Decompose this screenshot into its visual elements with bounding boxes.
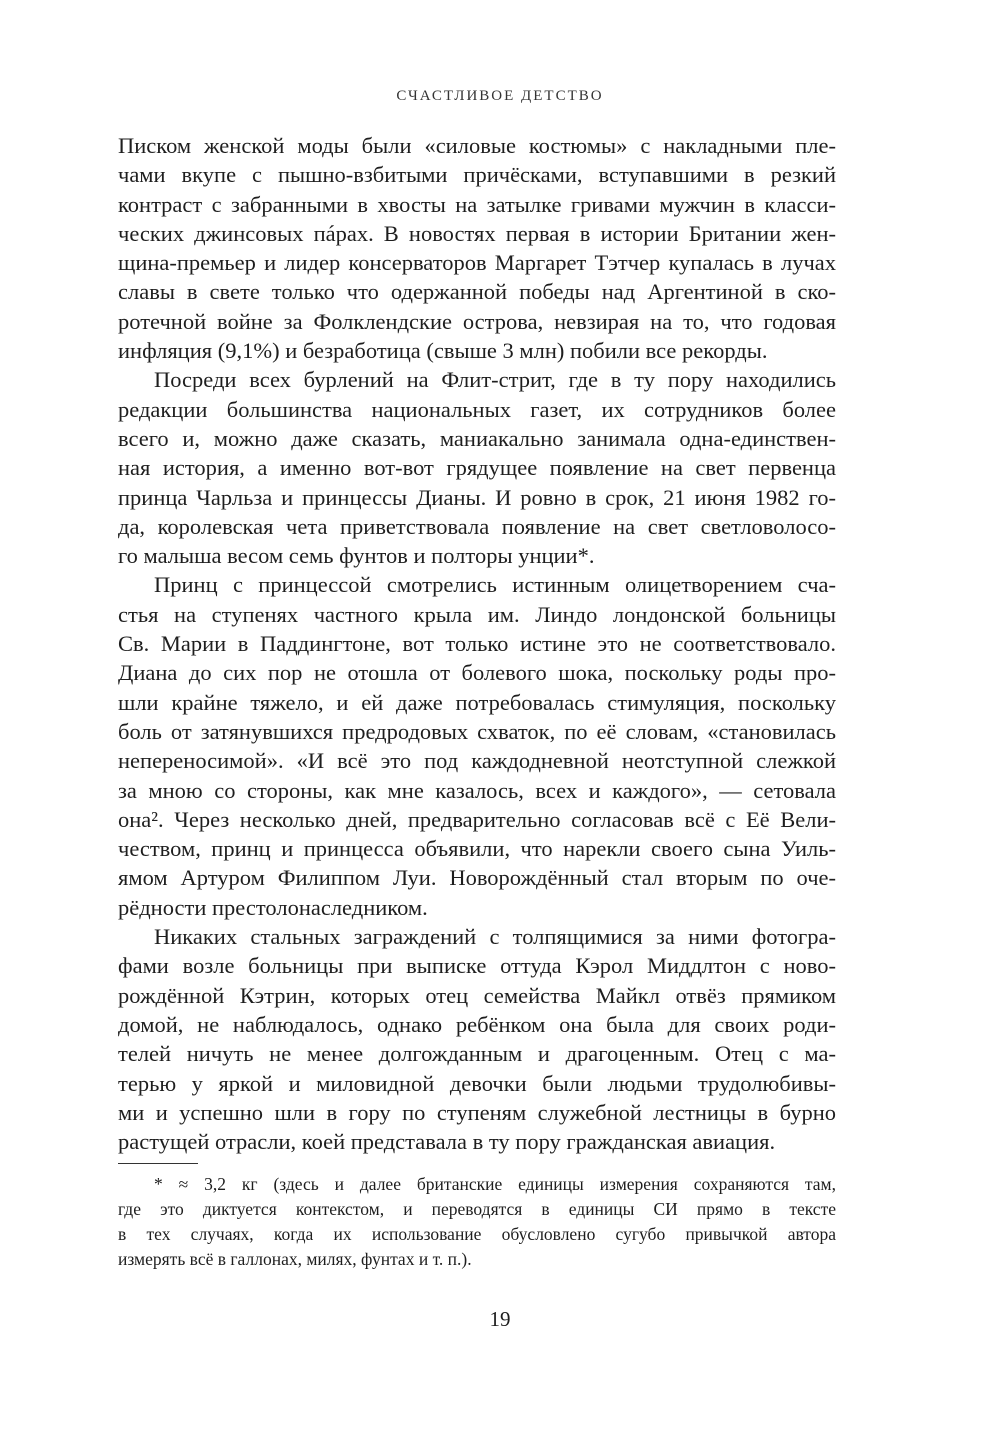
running-header: СЧАСТЛИВОЕ ДЕТСТВО — [396, 88, 604, 104]
paragraph — [118, 131, 836, 365]
footnote-line: в тех случаях, когда их использование обусловлено сугубо привычкой автора — [118, 1224, 836, 1244]
text-line: за мною со стороны, как мне казалось, всех и каждого», — сетовала — [118, 777, 836, 803]
text-line: рёдности престолонаследником. — [118, 894, 428, 920]
text-line: контраст с забранными в хвосты на затылке гривами мужчин в класси- — [118, 191, 836, 217]
text-line: чеством, принц и принцесса объявили, что нарекли своего сына Уиль- — [118, 836, 836, 862]
text-line: Писком женской моды были «силовые костюмы» с накладными пле- — [118, 133, 836, 158]
text-line: ми и успешно шли в гору по ступеням служебной лестницы в бурно — [118, 1099, 836, 1125]
text-line: щина-премьер и лидер консерваторов Маргарет Тэтчер купалась в лучах — [118, 250, 836, 276]
paragraph — [118, 922, 836, 1156]
text-line: го малыша весом семь фунтов и полторы унции*. — [118, 543, 595, 569]
text-line: Принц с принцессой смотрелись истинным олицетворением сча- — [154, 572, 836, 598]
footnote-line: * ≈ 3,2 кг (здесь и далее британские единицы измерения сохраняются там, — [154, 1174, 836, 1194]
text-line: телей ничуть не менее долгожданным и драгоценным. Отец с ма- — [118, 1041, 836, 1067]
text-line: всего и, можно даже сказать, маниакально занимала одна-единствен- — [118, 425, 836, 451]
text-line: терью у яркой и миловидной девочки были людьми трудолюбивы- — [118, 1070, 836, 1096]
body-text — [118, 131, 836, 1156]
paragraph — [118, 365, 836, 570]
text-line: Св. Марии в Паддингтоне, вот только истине это не соответствовало. — [118, 631, 836, 657]
text-line: славы в свете только что одержанной победы над Аргентиной в ско- — [118, 279, 836, 305]
page-number: 19 — [489, 1307, 511, 1331]
text-line: непереносимой». «И всё это под каждодневной неотступной слежкой — [118, 748, 836, 774]
text-line: боль от затянувшихся предродовых схваток, по её словам, «становилась — [118, 718, 836, 744]
text-line: инфляция (9,1%) и безработица (свыше 3 млн) побили все рекорды. — [118, 338, 768, 364]
text-line: редакции большинства национальных газет, их сотрудников более — [118, 396, 836, 422]
text-line: рождённой Кэтрин, которых отец семейства Майкл отвёз прямиком — [118, 982, 836, 1008]
footnote-divider — [118, 1163, 198, 1164]
text-line: ная история, а именно вот-вот грядущее появление на свет первенца — [118, 455, 836, 481]
footnote-line: где это диктуется контекстом, и переводятся в единицы СИ прямо в тексте — [118, 1199, 836, 1219]
text-line: да, королевская чета приветствовала появление на свет светловолосо- — [118, 513, 836, 539]
footnote — [118, 1172, 836, 1272]
text-line: Никаких стальных заграждений с толпящимися за ними фотогра- — [154, 924, 836, 950]
text-line: ческих джинсовых пáрах. В новостях первая в истории Британии жен- — [118, 220, 836, 246]
text-line: ротечной войне за Фолклендские острова, невзирая на то, что годовая — [118, 308, 836, 334]
text-line: она². Через несколько дней, предварительно согласовав всё с Её Вели- — [118, 806, 836, 832]
text-line: ямом Артуром Филиппом Луи. Новорождённый стал вторым по оче- — [118, 865, 836, 891]
paragraph — [118, 570, 836, 922]
footnote-line: измерять всё в галлонах, милях, фунтах и т. п.). — [118, 1249, 472, 1269]
text-line: фами возле больницы при выписке оттуда Кэрол Миддлтон с ново- — [118, 953, 836, 979]
text-line: Посреди всех бурлений на Флит-стрит, где в ту пору находились — [154, 367, 836, 393]
text-line: растущей отрасли, коей представала в ту пору гражданская авиация. — [118, 1129, 776, 1155]
text-line: чами вкупе с пышно-взбитыми причёсками, вступавшими в резкий — [118, 162, 836, 188]
text-line: домой, не наблюдалось, однако ребёнком она была для своих роди- — [118, 1011, 836, 1037]
text-line: принца Чарльза и принцессы Дианы. И ровно в срок, 21 июня 1982 го- — [118, 484, 836, 510]
text-line: Диана до сих пор не отошла от болевого шока, поскольку роды про- — [118, 660, 836, 686]
text-line: стья на ступенях частного крыла им. Линдо лондонской больницы — [118, 601, 836, 627]
text-line: шли крайне тяжело, и ей даже потребовалась стимуляция, поскольку — [118, 689, 836, 715]
